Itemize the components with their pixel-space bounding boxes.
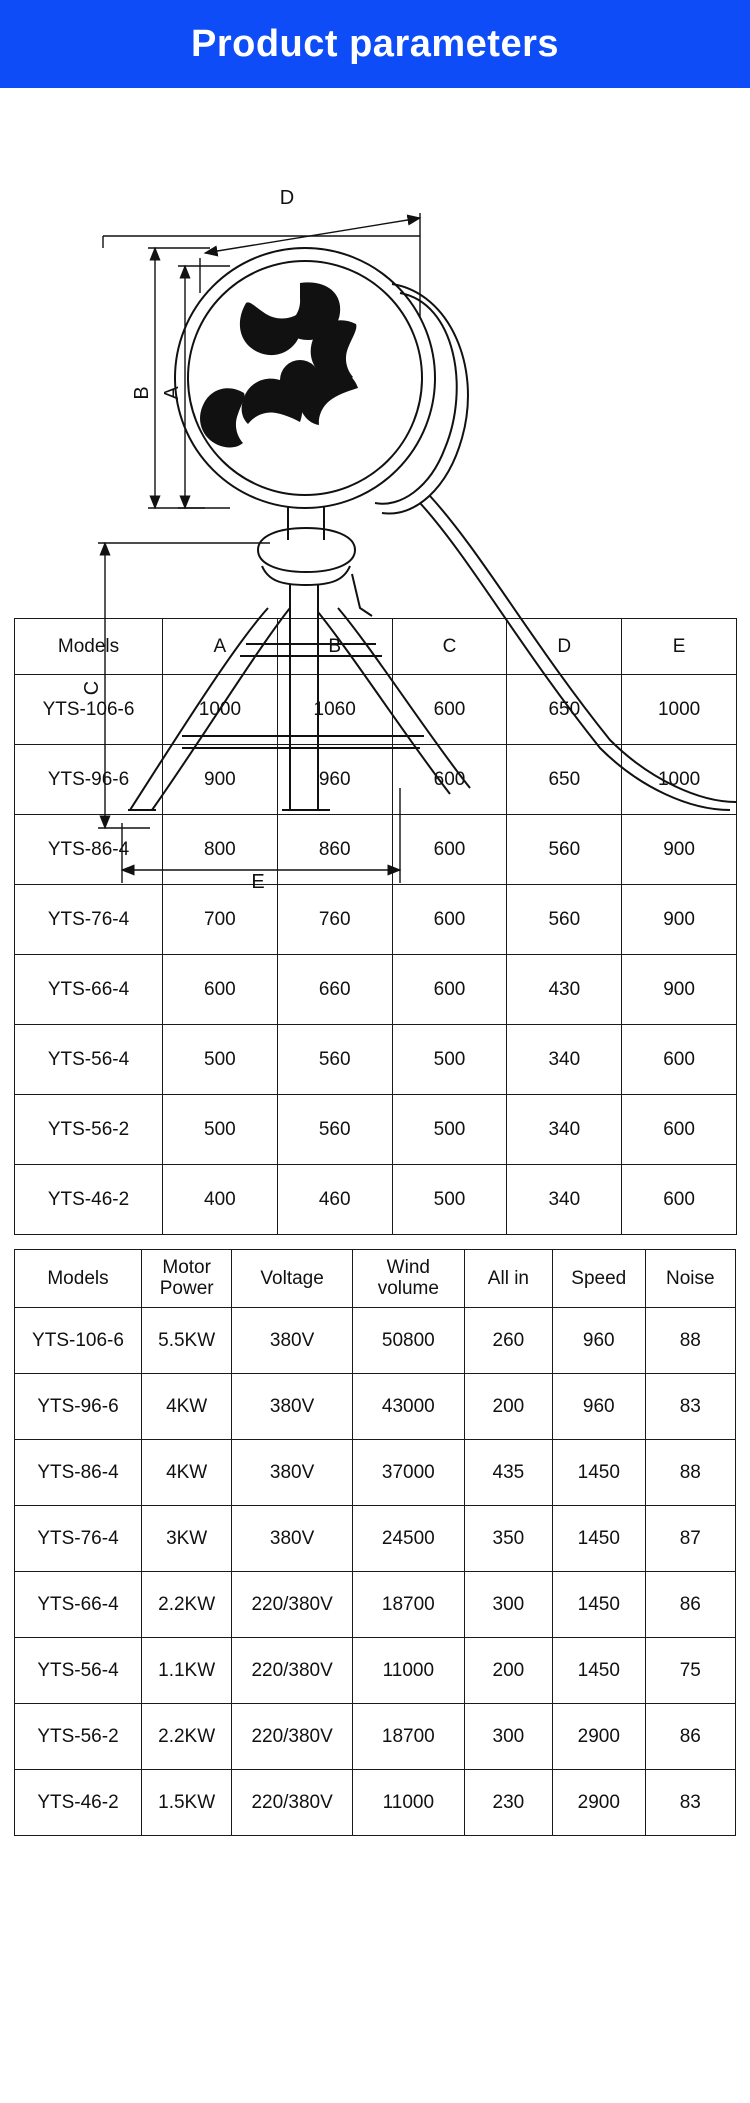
table-header-row: [15, 619, 737, 675]
cell-wind-volume: 18700: [352, 1704, 464, 1770]
cell-e: 600: [622, 1025, 737, 1095]
cell-speed: 1450: [553, 1638, 646, 1704]
cell-d: 340: [507, 1025, 622, 1095]
cell-d: 430: [507, 955, 622, 1025]
cell-b: 1060: [277, 675, 392, 745]
cell-all-in: 200: [464, 1638, 552, 1704]
table-row: [15, 955, 737, 1025]
table-row: [15, 1025, 737, 1095]
cell-e: 1000: [622, 745, 737, 815]
bottom-spacer: [14, 1850, 736, 1856]
cell-voltage: 220/380V: [232, 1638, 353, 1704]
cell-a: 500: [163, 1025, 278, 1095]
col-header-d: D: [507, 619, 622, 675]
cell-e: 900: [622, 815, 737, 885]
cell-a: 500: [163, 1095, 278, 1165]
cell-model: YTS-86-4: [15, 1440, 142, 1506]
cell-c: 600: [392, 885, 507, 955]
cell-noise: 83: [645, 1770, 735, 1836]
cell-b: 860: [277, 815, 392, 885]
dimensions-table: [14, 618, 737, 1235]
cell-motor-power: 5.5KW: [141, 1308, 231, 1374]
cell-e: 900: [622, 955, 737, 1025]
cell-voltage: 220/380V: [232, 1704, 353, 1770]
cell-model: YTS-56-2: [15, 1704, 142, 1770]
cell-model: YTS-106-6: [15, 675, 163, 745]
cell-model: YTS-56-2: [15, 1095, 163, 1165]
cell-model: YTS-66-4: [15, 955, 163, 1025]
cell-b: 460: [277, 1165, 392, 1235]
dimensions-table-block: [0, 618, 750, 1235]
cell-a: 800: [163, 815, 278, 885]
table-row: [15, 1374, 736, 1440]
cell-all-in: 300: [464, 1572, 552, 1638]
col-header-a: A: [163, 619, 278, 675]
table-row: [15, 1095, 737, 1165]
col-header-wind-volume: [352, 1250, 464, 1308]
cell-noise: 86: [645, 1704, 735, 1770]
diagram-label-e: E: [251, 871, 265, 893]
cell-a: 1000: [163, 675, 278, 745]
cell-motor-power: 4KW: [141, 1440, 231, 1506]
cell-motor-power: 3KW: [141, 1506, 231, 1572]
cell-c: 600: [392, 815, 507, 885]
cell-voltage: 220/380V: [232, 1572, 353, 1638]
cell-motor-power: 1.1KW: [141, 1638, 231, 1704]
cell-all-in: 230: [464, 1770, 552, 1836]
table-header-row: [15, 1250, 736, 1308]
cell-e: 600: [622, 1095, 737, 1165]
cell-all-in: 300: [464, 1704, 552, 1770]
table-row: [15, 1770, 736, 1836]
cell-motor-power: 1.5KW: [141, 1770, 231, 1836]
table-row: [15, 1165, 737, 1235]
performance-table-block: [0, 1249, 750, 1856]
col-header-models: Models: [15, 1250, 142, 1308]
cell-a: 600: [163, 955, 278, 1025]
cell-e: 900: [622, 885, 737, 955]
col-header-motor-power-line2: Power: [159, 1277, 214, 1299]
cell-speed: 1450: [553, 1572, 646, 1638]
table-row: [15, 815, 737, 885]
cell-model: YTS-46-2: [15, 1165, 163, 1235]
table-row: [15, 1704, 736, 1770]
cell-d: 340: [507, 1095, 622, 1165]
cell-model: YTS-96-6: [15, 745, 163, 815]
cell-all-in: 435: [464, 1440, 552, 1506]
cell-e: 1000: [622, 675, 737, 745]
performance-table: [14, 1249, 736, 1836]
cell-noise: 86: [645, 1572, 735, 1638]
cell-e: 600: [622, 1165, 737, 1235]
cell-wind-volume: 37000: [352, 1440, 464, 1506]
table-row: [15, 675, 737, 745]
cell-all-in: 260: [464, 1308, 552, 1374]
cell-model: YTS-76-4: [15, 1506, 142, 1572]
cell-speed: 960: [553, 1374, 646, 1440]
table-row: [15, 1440, 736, 1506]
cell-c: 500: [392, 1095, 507, 1165]
col-header-all-in: All in: [464, 1250, 552, 1308]
cell-noise: 87: [645, 1506, 735, 1572]
diagram-label-d: D: [279, 187, 295, 209]
cell-d: 560: [507, 885, 622, 955]
cell-wind-volume: 50800: [352, 1308, 464, 1374]
cell-model: YTS-46-2: [15, 1770, 142, 1836]
cell-all-in: 200: [464, 1374, 552, 1440]
cell-a: 700: [163, 885, 278, 955]
cell-model: YTS-96-6: [15, 1374, 142, 1440]
cell-c: 500: [392, 1165, 507, 1235]
cell-motor-power: 2.2KW: [141, 1572, 231, 1638]
page-banner: [0, 0, 750, 88]
cell-wind-volume: 11000: [352, 1770, 464, 1836]
col-header-motor-power-line1: Motor: [162, 1256, 211, 1278]
diagram-label-a: A: [161, 386, 183, 400]
cell-d: 340: [507, 1165, 622, 1235]
cell-c: 600: [392, 745, 507, 815]
cell-b: 560: [277, 1095, 392, 1165]
cell-d: 650: [507, 675, 622, 745]
col-header-b: B: [277, 619, 392, 675]
cell-voltage: 380V: [232, 1506, 353, 1572]
cell-voltage: 380V: [232, 1374, 353, 1440]
cell-speed: 1450: [553, 1440, 646, 1506]
cell-wind-volume: 18700: [352, 1572, 464, 1638]
diagram-label-b: B: [131, 386, 153, 400]
cell-speed: 2900: [553, 1704, 646, 1770]
col-header-models: Models: [15, 619, 163, 675]
cell-noise: 75: [645, 1638, 735, 1704]
cell-a: 400: [163, 1165, 278, 1235]
cell-model: YTS-86-4: [15, 815, 163, 885]
table-row: [15, 745, 737, 815]
cell-noise: 88: [645, 1308, 735, 1374]
table-row: [15, 1638, 736, 1704]
cell-c: 500: [392, 1025, 507, 1095]
page-title: Product parameters: [190, 22, 559, 65]
cell-speed: 2900: [553, 1770, 646, 1836]
cell-speed: 960: [553, 1308, 646, 1374]
cell-c: 600: [392, 955, 507, 1025]
cell-c: 600: [392, 675, 507, 745]
col-header-noise: Noise: [645, 1250, 735, 1308]
cell-b: 960: [277, 745, 392, 815]
table-row: [15, 885, 737, 955]
table-row: [15, 1506, 736, 1572]
cell-all-in: 350: [464, 1506, 552, 1572]
cell-speed: 1450: [553, 1506, 646, 1572]
cell-model: YTS-56-4: [15, 1638, 142, 1704]
cell-noise: 88: [645, 1440, 735, 1506]
col-header-e: E: [622, 619, 737, 675]
col-header-wind-volume-line1: Wind: [386, 1256, 430, 1278]
col-header-speed: Speed: [553, 1250, 646, 1308]
cell-wind-volume: 11000: [352, 1638, 464, 1704]
table-row: [15, 1572, 736, 1638]
col-header-voltage: Voltage: [232, 1250, 353, 1308]
cell-a: 900: [163, 745, 278, 815]
cell-model: YTS-56-4: [15, 1025, 163, 1095]
diagram-label-c: C: [81, 680, 103, 696]
cell-voltage: 220/380V: [232, 1770, 353, 1836]
cell-voltage: 380V: [232, 1308, 353, 1374]
table-row: [15, 1308, 736, 1374]
cell-noise: 83: [645, 1374, 735, 1440]
cell-b: 560: [277, 1025, 392, 1095]
cell-d: 560: [507, 815, 622, 885]
cell-voltage: 380V: [232, 1440, 353, 1506]
cell-model: YTS-66-4: [15, 1572, 142, 1638]
cell-d: 650: [507, 745, 622, 815]
cell-b: 760: [277, 885, 392, 955]
cell-model: YTS-106-6: [15, 1308, 142, 1374]
cell-motor-power: 2.2KW: [141, 1704, 231, 1770]
cell-motor-power: 4KW: [141, 1374, 231, 1440]
cell-b: 660: [277, 955, 392, 1025]
col-header-wind-volume-line2: volume: [377, 1277, 439, 1299]
cell-wind-volume: 24500: [352, 1506, 464, 1572]
cell-wind-volume: 43000: [352, 1374, 464, 1440]
col-header-motor-power: [141, 1250, 231, 1308]
col-header-c: C: [392, 619, 507, 675]
cell-model: YTS-76-4: [15, 885, 163, 955]
